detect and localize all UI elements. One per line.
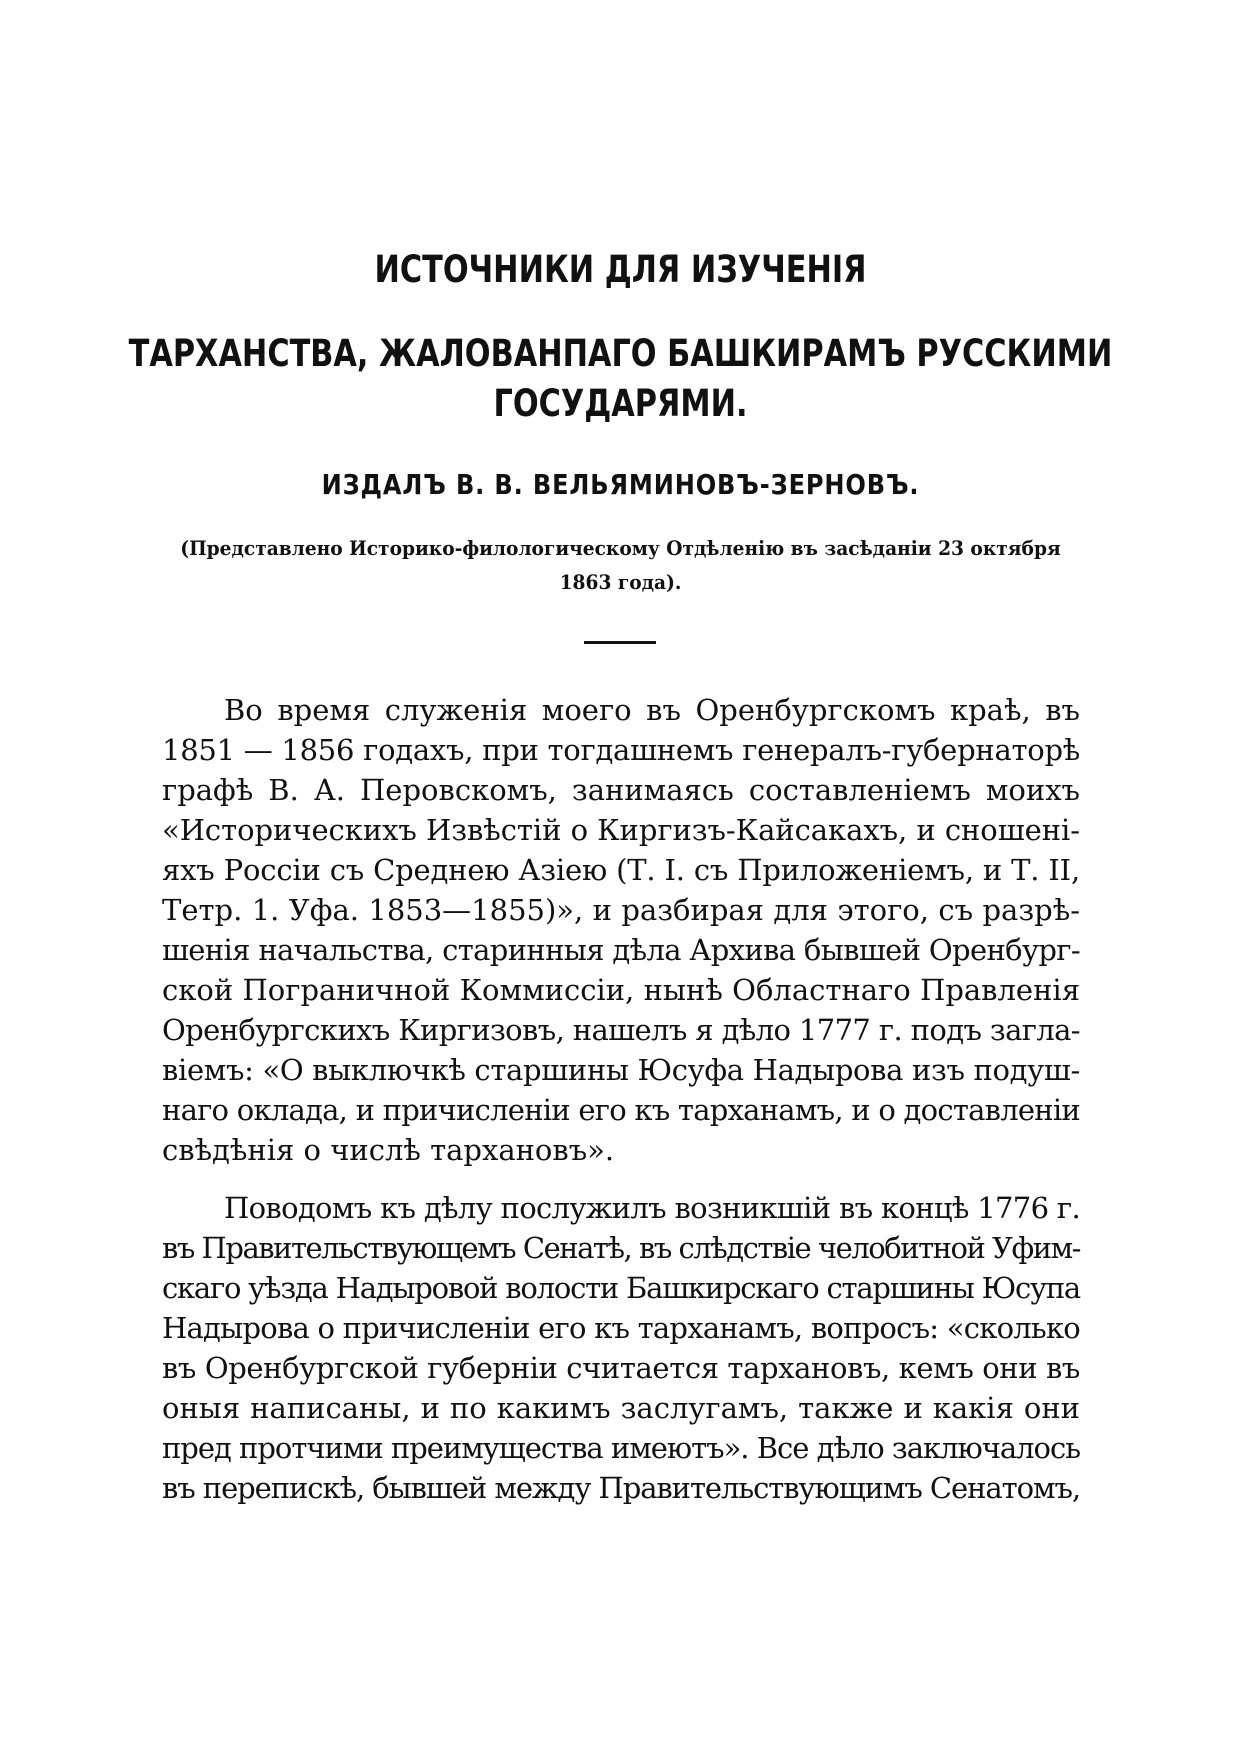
text-line: Тетр. 1. Уфа. 1853—1855)», и разбирая для этого, съ разрѣ-	[162, 893, 1080, 927]
text-line: Надырова о причисленіи его къ тарханамъ, вопросъ: «сколько	[162, 1311, 1080, 1345]
editor-line: ИЗДАЛЪ В. В. ВЕЛЬЯМИНОВЪ-ЗЕРНОВЪ.	[321, 468, 920, 501]
text-line: яхъ Россіи съ Среднею Азіею (Т. I. съ Приложеніемъ, и Т. II,	[162, 853, 1080, 887]
section-divider	[584, 641, 656, 644]
text-line: оныя написаны, и по какимъ заслугамъ, также и какія они	[162, 1391, 1080, 1425]
text-line: скаго уѣзда Надыровой волости Башкирскаго старшины Юсупа	[162, 1271, 1080, 1305]
text-line: свѣдѣнія о числѣ тархановъ».	[162, 1133, 615, 1167]
text-line: пред протчими преимущества имеютъ». Все дѣло заключалось	[162, 1431, 1080, 1465]
text-line: въ перепискѣ, бывшей между Правительствующимъ Сенатомъ,	[162, 1471, 1080, 1505]
paragraph-2	[162, 1188, 1080, 1508]
presentation-note-line-1: (Представлено Историко-филологическому Отдѣленію въ засѣданіи 23 октября	[180, 536, 1061, 560]
text-line: наго оклада, и причисленіи его къ тарханамъ, и о доставленіи	[162, 1093, 1080, 1127]
text-line: 1851 — 1856 годахъ, при тогдашнемъ генералъ-губернаторѣ	[162, 733, 1080, 767]
text-line: въ Оренбургской губерніи считается тархановъ, кемъ они въ	[162, 1351, 1080, 1385]
text-line: графѣ В. А. Перовскомъ, занимаясь составленіемъ моихъ	[162, 773, 1080, 807]
text-line: ской Пограничной Коммиссіи, нынѣ Областнаго Правленія	[162, 973, 1080, 1007]
text-line: Во время служенія моего въ Оренбургскомъ краѣ, въ	[224, 693, 1080, 727]
presentation-note-line-2: 1863 года).	[559, 570, 682, 594]
title-line-2: ТАРХАНСТВА, ЖАЛОВАНПАГО БАШКИРАМЪ РУССКИМИ	[128, 332, 1113, 375]
text-line: въ Правительствующемъ Сенатѣ, въ слѣдствіе челобитной Уфим-	[162, 1231, 1080, 1265]
text-line: «Историческихъ Извѣстій о Киргизъ-Кайсакахъ, и сношені-	[162, 813, 1080, 847]
text-line: Оренбургскихъ Киргизовъ, нашелъ я дѣло 1777 г. подъ загла-	[162, 1013, 1080, 1047]
paragraph-1	[162, 690, 1080, 1170]
title-line-3: ГОСУДАРЯМИ.	[493, 382, 748, 425]
title-line-1: ИСТОЧНИКИ ДЛЯ ИЗУЧЕНІЯ	[374, 248, 867, 291]
text-line: Поводомъ къ дѣлу послужилъ возникшій въ концѣ 1776 г.	[224, 1191, 1080, 1225]
text-line: віемъ: «О выключкѣ старшины Юсуфа Надырова изъ подуш-	[162, 1053, 1080, 1087]
text-line: шенія начальства, старинныя дѣла Архива бывшей Оренбург-	[162, 933, 1080, 967]
